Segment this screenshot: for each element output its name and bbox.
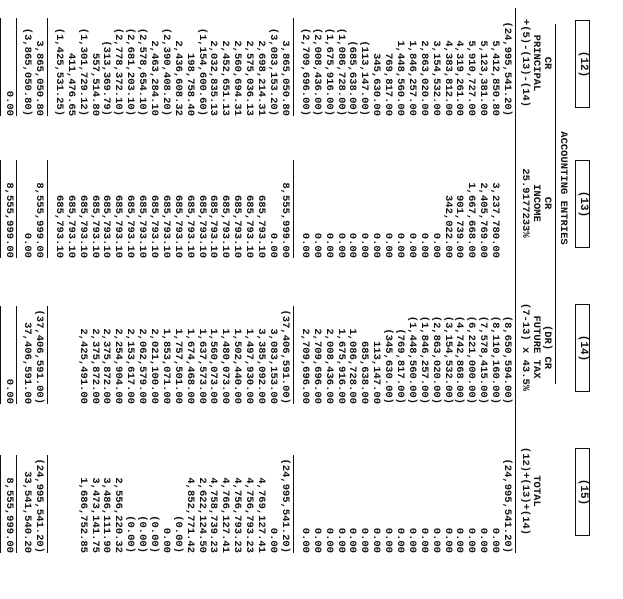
ledger-cell: (1,301,729.12) (76, 27, 89, 116)
section1-col12 (298, 6, 512, 116)
ledger-cell: (1,846,257.00) (417, 315, 430, 404)
ledger-cell: 685,793.10 (76, 194, 89, 258)
ledger-cell (64, 443, 76, 553)
header-rule (515, 8, 516, 553)
ledger-cell: 1,686,752.85 (76, 477, 89, 553)
ledger-cell: (1,154,600.60) (195, 27, 208, 116)
ledger-cell: 2,698,214.31 (255, 40, 268, 116)
header-col14-line2: FUTURE TAX (530, 315, 542, 379)
ledger-cell: 0.00 (417, 527, 430, 553)
subtotal1-col14 (20, 294, 44, 404)
header-col15-line2: (12)+(13)+(14) (519, 446, 531, 536)
ledger-cell: (2,709,696.00) (298, 27, 311, 116)
ledger-cell: 685,793.10 (148, 194, 161, 258)
ledger-cell: 0.00 (405, 527, 418, 553)
ledger-cell: 5,123,381.00 (477, 40, 490, 116)
ledger-cell: (4,742,868.00) (453, 315, 466, 404)
section2-col13 (52, 148, 290, 258)
ledger-cell: 0.00 (453, 527, 466, 553)
ledger-cell: 685,793.10 (159, 194, 172, 258)
ledger-cell: (113,147.00) (358, 40, 371, 116)
section1-col15 (298, 443, 512, 553)
ledger-cell: (0.00) (148, 515, 161, 553)
ledger-cell: 411,476.65 (64, 52, 77, 116)
section2-rule (47, 306, 48, 404)
ledger-cell: 2,008,436.00 (322, 328, 335, 404)
column-number-15: (15) (575, 448, 590, 536)
ledger-cell: 4,756,793.23 (231, 477, 244, 553)
header-col13 (519, 148, 552, 258)
ledger-cell: 2,405,769.00 (477, 182, 490, 258)
ledger-cell: 769,817.00 (382, 52, 395, 116)
ledger-cell: 2,425,491.00 (76, 328, 89, 404)
ledger-cell: 0.00 (322, 527, 335, 553)
section1-rule (293, 18, 294, 116)
ledger-cell: 0.00 (298, 232, 311, 258)
ledger-cell: 2,556,220.32 (112, 477, 125, 553)
ledger-cell: 2,452,651.13 (219, 40, 232, 116)
ledger-cell: 1,674,468.00 (183, 328, 196, 404)
ledger-cell: 685,793.10 (88, 194, 101, 258)
subtotal1-col13 (20, 148, 44, 258)
subtotal1-double-rule (0, 455, 1, 553)
ledger-cell: 0.00 (393, 232, 406, 258)
ledger-cell: 0.00 (358, 232, 371, 258)
ledger-cell: 8,555,999.00 (32, 182, 45, 258)
ledger-cell: (769,817.00) (393, 328, 406, 404)
ledger-cell: 342,022.00 (441, 194, 454, 258)
ledger-cell: (2,681,203.10) (124, 27, 137, 116)
ledger-cell: 3,865,050.80 (32, 40, 45, 116)
header-col12-line3: +(5)-(13)-(14) (519, 18, 531, 108)
subtotal1-double-rule (0, 18, 1, 116)
section2-rule (47, 18, 48, 116)
ledger-cell: 0.00 (441, 527, 454, 553)
ledger-cell: (2,008,436.00) (310, 27, 323, 116)
ledger-cell: (37,406,591.00) (278, 309, 291, 404)
ledger-cell (500, 148, 512, 258)
ledger-cell: (37,406,591.00) (32, 309, 45, 404)
header-col14-line1: (DR) CR (541, 324, 553, 370)
ledger-cell: 198,758.40 (183, 52, 196, 116)
ledger-cell: 1,560,073.00 (207, 328, 220, 404)
ledger-cell: 2,062,579.00 (136, 328, 149, 404)
ledger-cell: 1,497,930.00 (243, 328, 256, 404)
ledger-cell: 1,086,728.00 (346, 328, 359, 404)
header-col15 (519, 436, 541, 546)
subtotal1-rule (16, 18, 17, 116)
ledger-cell: 0.00 (334, 232, 347, 258)
ledger-cell: 2,375,872.00 (100, 328, 113, 404)
ledger-cell: 4,769,127.41 (255, 477, 268, 553)
ledger-cell: 685,793.10 (183, 194, 196, 258)
ledger-cell: 2,709,696.00 (310, 328, 323, 404)
ledger-cell: 0.00 (159, 527, 172, 553)
ledger-cell: (2,578,654.10) (136, 27, 149, 116)
header-col12-line1: CR (541, 56, 553, 70)
section1-rule (293, 455, 294, 553)
ledger-cell: 2,254,904.00 (112, 328, 125, 404)
ledger-cell: 685,793.10 (112, 194, 125, 258)
ledger-cell: 685,793.10 (255, 194, 268, 258)
ledger-cell: 685,793.10 (171, 194, 184, 258)
ledger-cell: 685,793.10 (219, 194, 232, 258)
ledger-cell: 2,153,617.00 (124, 328, 137, 404)
ledger-cell: 0.00 (310, 232, 323, 258)
ledger-cell: (8,110,160.00) (489, 315, 502, 404)
ledger-cell: 0.00 (477, 527, 490, 553)
ledger-cell: 2,560,694.31 (231, 40, 244, 116)
rotated-ledger-table (3, 8, 590, 583)
ledger-cell: (2,863,020.00) (429, 315, 442, 404)
ledger-cell: 1,757,501.00 (171, 328, 184, 404)
ledger-cell: 0.00 (382, 232, 395, 258)
ledger-cell: 685,793.10 (231, 194, 244, 258)
ledger-cell: 1,675,916.00 (334, 328, 347, 404)
ledger-cell: 4,766,127.41 (219, 477, 232, 553)
ledger-cell: (24,995,541.20) (32, 458, 45, 553)
ledger-cell: 1,637,573.00 (195, 328, 208, 404)
ledger-cell: (3,154,532.00) (441, 315, 454, 404)
header-col13-line2: INCOME (530, 184, 542, 222)
ledger-cell: 1,480,073.00 (219, 328, 232, 404)
ledger-cell: (345,630.00) (382, 328, 395, 404)
ledger-cell: 0.00 (358, 527, 371, 553)
ledger-cell: (3,865,050.80) (20, 27, 33, 116)
ledger-cell: 113,147.00 (370, 340, 383, 404)
subtotal1-double-rule (0, 160, 1, 258)
ledger-cell: 5,412,850.80 (489, 40, 502, 116)
ledger-cell: (8,650,594.00) (501, 315, 513, 404)
ledger-cell: (0.00) (171, 515, 184, 553)
ledger-cell: 0.00 (465, 527, 478, 553)
header-col15-line1: TOTAL (530, 475, 542, 507)
ledger-cell: 5,910,727.00 (465, 40, 478, 116)
subtotal1-total-col15: 8,555,999.00 (3, 477, 15, 553)
ledger-cell: 3,473,141.75 (88, 477, 101, 553)
subtotal1-total-col14: 0.00 (3, 378, 15, 404)
ledger-cell: 557,514.80 (88, 52, 101, 116)
ledger-cell: 0.00 (322, 232, 335, 258)
subtotal1-total-col13: 8,555,999.00 (3, 182, 15, 258)
ledger-cell: 0.00 (266, 232, 279, 258)
ledger-cell: (2,390,408.20) (159, 27, 172, 116)
header-col13-line1: CR (541, 196, 553, 210)
column-number-14: (14) (575, 304, 590, 392)
title-rule (555, 24, 556, 384)
section2-col14 (52, 294, 290, 404)
ledger-cell: 33,541,540.20 (20, 471, 33, 553)
ledger-cell: (1,675,916.00) (322, 27, 335, 116)
ledger-cell: 0.00 (382, 527, 395, 553)
ledger-cell: 0.00 (489, 527, 502, 553)
ledger-cell: 0.00 (266, 527, 279, 553)
ledger-cell: 2,375,872.00 (88, 328, 101, 404)
ledger-cell: (1,086,728.00) (334, 27, 347, 116)
ledger-cell: 685,793.10 (195, 194, 208, 258)
header-col12-line2: PRINCIPAL (530, 34, 542, 92)
section2-col12 (52, 6, 290, 116)
ledger-cell: 0.00 (334, 527, 347, 553)
ledger-cell: 3,154,532.00 (429, 40, 442, 116)
section1-rule (293, 160, 294, 258)
ledger-cell: 901,739.00 (453, 194, 466, 258)
ledger-cell: 0.00 (346, 232, 359, 258)
ledger-cell: 1,448,560.00 (393, 40, 406, 116)
ledger-cell: 0.00 (346, 527, 359, 553)
ledger-cell: 1,853,071.00 (159, 328, 172, 404)
ledger-cell: 4,852,771.42 (183, 477, 196, 553)
ledger-cell: 4,319,261.00 (453, 40, 466, 116)
ledger-cell (52, 294, 64, 404)
ledger-cell: 8,555,999.00 (278, 182, 291, 258)
ledger-cell: 685,793.10 (243, 194, 256, 258)
section1-col14 (298, 294, 512, 404)
ledger-cell (64, 294, 76, 404)
ledger-cell: 0.00 (298, 527, 311, 553)
ledger-cell: 2,622,124.50 (195, 477, 208, 553)
ledger-cell: 0.00 (417, 232, 430, 258)
ledger-cell: 2,863,020.00 (417, 40, 430, 116)
ledger-cell: (6,221,000.00) (465, 315, 478, 404)
ledger-cell: 0.00 (370, 527, 383, 553)
section2-rule (47, 455, 48, 553)
subtotal1-total-col12: 0.00 (3, 90, 15, 116)
section1-col13 (298, 148, 512, 258)
ledger-cell: 4,758,739.23 (207, 477, 220, 553)
ledger-cell: 685,793.10 (52, 194, 65, 258)
ledger-cell: 37,406,591.00 (20, 322, 33, 404)
ledger-cell: 685,793.10 (136, 194, 149, 258)
ledger-cell: (0.00) (136, 515, 149, 553)
ledger-cell: (313,369.79) (100, 40, 113, 116)
ledger-cell: 345,630.00 (370, 52, 383, 116)
ledger-cell: 1,667,668.00 (465, 182, 478, 258)
ledger-cell: 4,383,812.00 (441, 40, 454, 116)
ledger-cell: 3,083,153.00 (266, 328, 279, 404)
ledger-cell: (1,448,560.00) (405, 315, 418, 404)
section2-col15 (52, 443, 290, 553)
ledger-cell: 0.00 (393, 527, 406, 553)
section-title (557, 68, 568, 308)
ledger-cell: 2,436,608.32 (171, 40, 184, 116)
column-number-12: (12) (575, 20, 590, 108)
ledger-cell: 685,638.00 (358, 340, 371, 404)
ledger-cell: 0.00 (310, 527, 323, 553)
subtotal1-rule (16, 160, 17, 258)
ledger-cell: 0.00 (370, 232, 383, 258)
section-title-text: ACCOUNTING ENTRIES (557, 131, 569, 245)
ledger-cell: 3,385,092.00 (255, 328, 268, 404)
ledger-cell: 1,502,440.00 (231, 328, 244, 404)
subtotal1-col12 (20, 6, 44, 116)
ledger-cell: 685,793.10 (207, 194, 220, 258)
ledger-cell: 2,021,100.00 (148, 328, 161, 404)
ledger-cell: 2,575,036.13 (243, 40, 256, 116)
ledger-cell: (1,425,531.25) (52, 27, 65, 116)
ledger-cell: (685,638.00) (346, 40, 359, 116)
ledger-cell: (3,083,153.20) (266, 27, 279, 116)
ledger-cell: (24,995,541.20) (501, 21, 513, 116)
ledger-cell: 685,793.10 (100, 194, 113, 258)
ledger-cell: 0.00 (429, 527, 442, 553)
subtotal1-col15 (20, 443, 44, 553)
ledger-cell: 1,846,257.00 (405, 40, 418, 116)
header-col14 (519, 292, 552, 402)
section1-rule (293, 306, 294, 404)
subtotal1-rule (16, 306, 17, 404)
section2-rule (47, 160, 48, 258)
ledger-cell: (2,778,372.10) (112, 27, 125, 116)
ledger-cell: 0.00 (20, 232, 33, 258)
ledger-cell: 685,793.10 (124, 194, 137, 258)
ledger-cell: (7,578,415.00) (477, 315, 490, 404)
ledger-cell: (0.00) (124, 515, 137, 553)
subtotal1-rule (16, 455, 17, 553)
column-number-13: (13) (575, 160, 590, 248)
ledger-cell: (24,995,541.20) (278, 458, 291, 553)
header-col12 (519, 8, 552, 118)
ledger-cell: 2,463,284.10 (148, 40, 161, 116)
ledger-cell: (24,995,541.20) (501, 458, 513, 553)
ledger-cell: 685,793.10 (64, 194, 77, 258)
ledger-cell: 4,756,793.23 (243, 477, 256, 553)
ledger-cell: 3,865,050.80 (278, 40, 291, 116)
ledger-cell: 0.00 (429, 232, 442, 258)
ledger-cell: 0.00 (405, 232, 418, 258)
header-col13-line3: 25.9177233% (519, 168, 531, 238)
ledger-cell: 2,032,835.13 (207, 40, 220, 116)
ledger-cell: 3,486,111.90 (100, 477, 113, 553)
subtotal1-double-rule (0, 306, 1, 404)
ledger-cell (52, 443, 64, 553)
ledger-cell: 2,709,696.00 (298, 328, 311, 404)
header-col14-line3: (7-13) x 43.5% (519, 302, 531, 392)
ledger-cell: 3,237,780.00 (489, 182, 502, 258)
